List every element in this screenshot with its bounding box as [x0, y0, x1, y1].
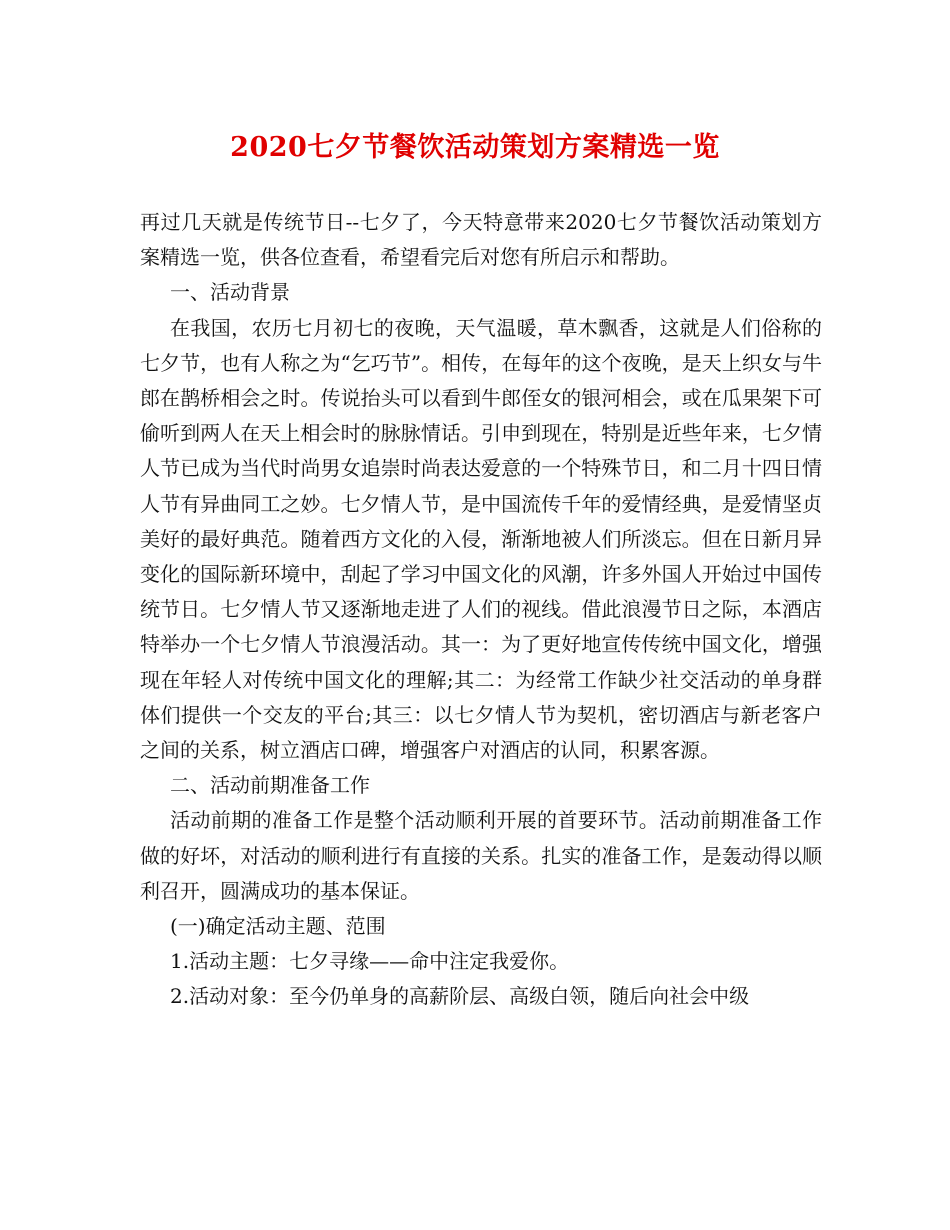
document-body	[140, 205, 822, 1015]
section-heading-background: 一、活动背景	[170, 280, 290, 305]
preparation-paragraph: 活动前期的准备工作是整个活动顺利开展的首要环节。活动前期准备工作做的好坏，对活动的顺利进行有直接的关系。扎实的准备工作，是轰动得以顺利召开，圆满成功的基本保证。	[140, 808, 822, 903]
background-paragraph: 在我国，农历七月初七的夜晚，天气温暖，草木飘香，这就是人们俗称的七夕节，也有人称之为“乞巧节”。相传，在每年的这个夜晚，是天上织女与牛郎在鹊桥相会之时。传说抬头可以看到牛郎侄女的银河相会，或在瓜果架下可偷听到两人在天上相会时的脉脉情话。引申到现在，特别是近些年来，七夕情人节已成为当代时尚男女追崇时尚表达爱意的一个特殊节日，和二月十四日情人节有异曲同工之妙。七夕情人节，是中国流传千年的爱情经典，是爱情坚贞美好的最好典范。随着西方文化的入侵，渐渐地被人们所淡忘。但在日新月异变化的国际新环境中，刮起了学习中国文化的风潮，许多外国人开始过中国传统节日。七夕情人节又逐渐地走进了人们的视线。借此浪漫节日之际，本酒店特举办一个七夕情人节浪漫活动。其一：为了更好地宣传传统中国文化，增强现在年轻人对传统中国文化的理解;其二：为经常工作缺少社交活动的单身群体们提供一个交友的平台;其三：以七夕情人节为契机，密切酒店与新老客户之间的关系，树立酒店口碑，增强客户对酒店的认同，积累客源。	[140, 315, 822, 763]
document-title: 2020七夕节餐饮活动策划方案精选一览	[230, 132, 720, 163]
list-item-theme: 1.活动主题：七夕寻缘——命中注定我爱你。	[170, 949, 570, 974]
subsection-heading-theme: (一)确定活动主题、范围	[170, 914, 386, 939]
list-item-audience: 2.活动对象：至今仍单身的高薪阶层、高级白领，随后向社会中级	[170, 984, 750, 1009]
intro-paragraph: 再过几天就是传统节日--七夕了，今天特意带来2020七夕节餐饮活动策划方案精选一览，供各位查看，希望看完后对您有所启示和帮助。	[140, 210, 822, 270]
section-heading-preparation: 二、活动前期准备工作	[170, 773, 370, 798]
